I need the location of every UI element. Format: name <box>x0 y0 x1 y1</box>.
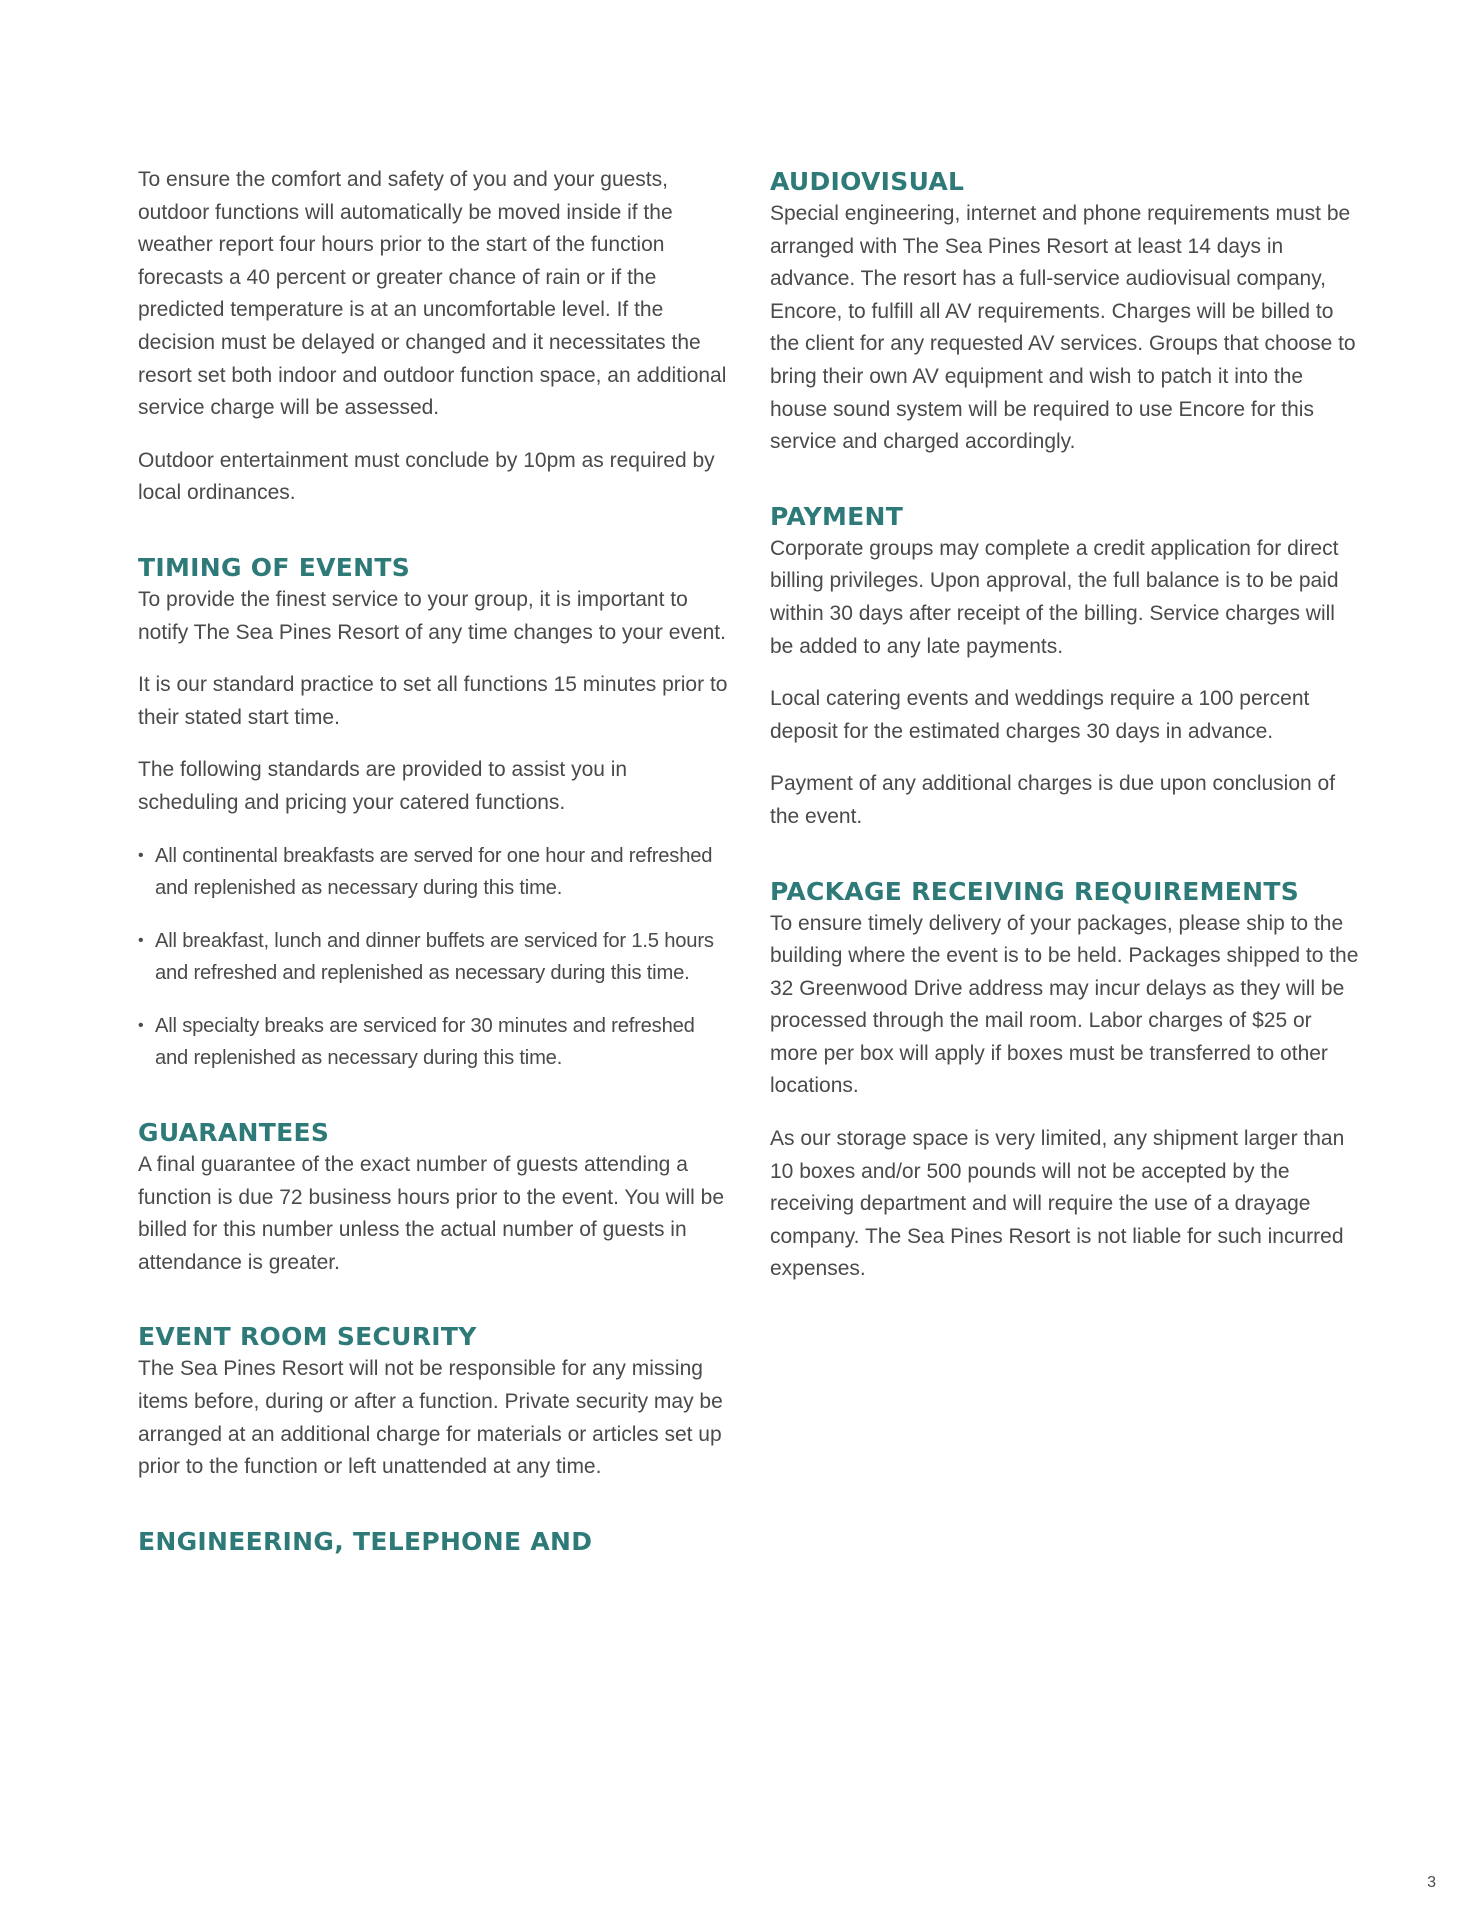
body-paragraph: To ensure timely delivery of your packages, please ship to the building where the event is to be held. Packages shipped to the 32 Greenwood Drive address may incur delays as they will be processed through the mail room. Labor charges of $25 or more per box will apply if boxes must be transferred to other locations. <box>770 911 1359 1098</box>
section-heading: PACKAGE RECEIVING REQUIREMENTS <box>770 876 1300 906</box>
body-paragraph: To provide the finest service to your group, it is important to notify The Sea Pines Resort of any time changes to your event. <box>138 587 726 644</box>
bullet-icon: • <box>138 846 144 864</box>
list-item-text: All breakfast, lunch and dinner buffets are serviced for 1.5 hours and refreshed and replenished as necessary during this time. <box>155 929 714 985</box>
body-paragraph: Corporate groups may complete a credit application for direct billing privileges. Upon approval, the full balance is to be paid within 30 days after receipt of the billing. Service charges will be added to any late payments. <box>770 536 1339 658</box>
body-paragraph: As our storage space is very limited, any shipment larger than 10 boxes and/or 500 pounds will not be accepted by the receiving department and will require the use of a drayage company. The Sea Pines Resort is not liable for such incurred expenses. <box>770 1127 1345 1281</box>
audiovisual-section <box>770 166 1360 459</box>
body-paragraph: The Sea Pines Resort will not be responsible for any missing items before, during or after a function. Private security may be arranged at an additional charge for materials or articles set up prior to the function or left unattended at any time. <box>138 1357 723 1479</box>
bullet-icon: • <box>138 931 144 949</box>
body-paragraph: The following standards are provided to assist you in scheduling and pricing your catered functions. <box>138 758 628 814</box>
section-heading: ENGINEERING, TELEPHONE AND <box>138 1526 593 1556</box>
body-paragraph: It is our standard practice to set all functions 15 minutes prior to their stated start time. <box>138 673 728 729</box>
intro-paragraph: Outdoor entertainment must conclude by 10pm as required by local ordinances. <box>138 448 715 505</box>
body-paragraph: A final guarantee of the exact number of guests attending a function is due 72 business hours prior to the event. You will be billed for this number unless the actual number of guests in attendance is greater. <box>138 1153 725 1274</box>
payment-section <box>770 501 1360 834</box>
left-column <box>138 164 728 1558</box>
list-item <box>138 840 728 905</box>
bullet-icon: • <box>138 1016 144 1034</box>
list-item-text: All continental breakfasts are served for one hour and refreshed and replenished as necessary during this time. <box>155 844 713 900</box>
list-item <box>138 1010 728 1075</box>
page-number: 3 <box>1427 1874 1436 1891</box>
body-paragraph: Payment of any additional charges is due upon conclusion of the event. <box>770 772 1336 828</box>
section-heading: AUDIOVISUAL <box>770 167 965 196</box>
body-paragraph: Local catering events and weddings require a 100 percent deposit for the estimated charges 30 days in advance. <box>770 687 1310 743</box>
guarantees-section <box>138 1117 728 1279</box>
body-paragraph: Special engineering, internet and phone requirements must be arranged with The Sea Pines Resort at least 14 days in advance. The resort has a full-service audiovisual company, Encore, to fulfill all AV requirements. Charges will be billed to the client for any requested AV services. Groups that choose to bring their own AV equipment and wish to patch it into the house sound system will be required to use Encore for this service and charged accordingly. <box>770 202 1356 454</box>
event-room-security-section <box>138 1321 728 1483</box>
engineering-section <box>138 1526 728 1558</box>
section-heading: GUARANTEES <box>138 1118 330 1148</box>
right-column <box>770 166 1360 1306</box>
list-item-text: All specialty breaks are serviced for 30 minutes and refreshed and replenished as necessary during this time. <box>155 1014 695 1070</box>
intro-paragraph: To ensure the comfort and safety of you and your guests, outdoor functions will automatically be moved inside if the weather report four hours prior to the start of the function forecasts a 40 percent or greater chance of rain or if the predicted temperature is at an uncomfortable level. If the decision must be delayed or changed and it necessitates the resort set both indoor and outdoor function space, an additional service charge will be assessed. <box>138 168 727 420</box>
standards-list <box>138 840 728 1076</box>
package-receiving-section <box>770 876 1360 1287</box>
section-heading: PAYMENT <box>770 501 904 531</box>
section-heading: EVENT ROOM SECURITY <box>138 1322 477 1352</box>
intro-section <box>138 164 728 510</box>
list-item <box>138 925 728 990</box>
section-heading: TIMING OF EVENTS <box>138 552 410 582</box>
timing-of-events-section <box>138 552 728 1075</box>
